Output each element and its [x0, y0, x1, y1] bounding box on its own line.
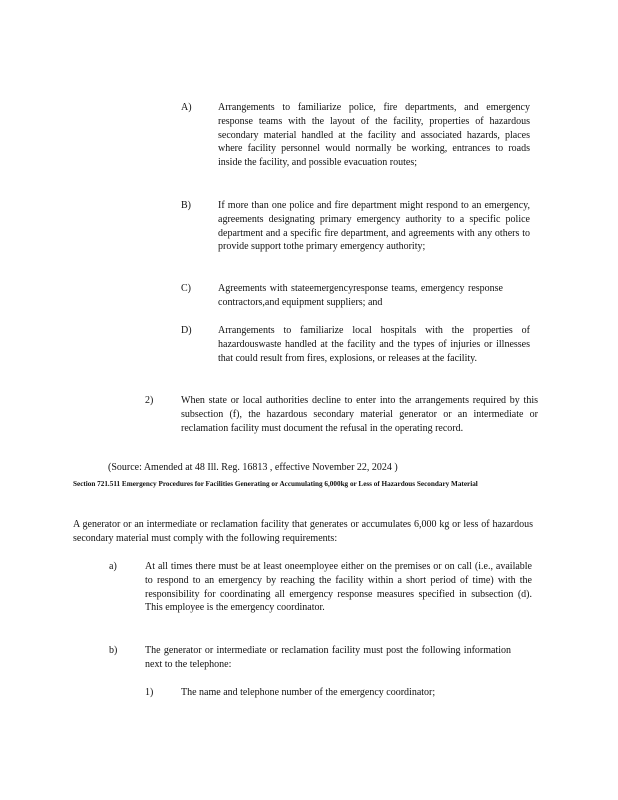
list-item-text: When state or local authorities decline to enter into the arrangements required by this subsection (f), the hazardous secondary material generator or an intermediate or reclamation facility must document the refusal in the operating record.: [181, 395, 538, 434]
list-marker: a): [109, 561, 117, 572]
list-item-text: If more than one police and fire department might respond to an emergency, agreements designating primary emergency authority to a specific police department and a specific fire department, and agreements with any others to provide support tothe primary emergency authority;: [218, 200, 530, 253]
list-marker: C): [181, 283, 191, 294]
list-marker: b): [109, 645, 118, 656]
list-item-text: Arrangements to familiarize local hospitals with the properties of hazardouswaste handled at the facility and the types of injuries or illnesses that could result from fires, explosions, or releases at the facility.: [218, 325, 530, 364]
intro-paragraph: A generator or an intermediate or reclamation facility that generates or accumulates 6,000 kg or less of hazardous secondary material must comply with the following requirements:: [73, 519, 533, 544]
requirement-text: The generator or intermediate or reclamation facility must post the following information next to the telephone:: [145, 645, 511, 670]
section-heading: Section 721.511 Emergency Procedures for Facilities Generating or Accumulating 6,000kg or Less of Hazardous Secondary Material: [73, 480, 478, 488]
source-note: (Source: Amended at 48 Ill. Reg. 16813 , effective November 22, 2024 ): [108, 462, 398, 473]
requirement-text: The name and telephone number of the emergency coordinator;: [181, 687, 436, 698]
list-marker: B): [181, 200, 191, 211]
requirement-text: At all times there must be at least oneemployee either on the premises or on call (i.e., available to respond to an emergency by reaching the facility within a short period of time) with the responsibility for coordinating all emergency response measures specified in subsection (d). This employee is the emergency coordinator.: [145, 561, 532, 614]
list-item-text: Arrangements to familiarize police, fire departments, and emergency response teams with the layout of the facility, properties of hazardous secondary material handled at the facility and associated hazards, places where facility personnel would normally be working, entrances to roads inside the facility, and possible evacuation routes;: [218, 102, 530, 169]
list-marker: 2): [145, 395, 154, 406]
list-marker: D): [181, 325, 192, 336]
list-marker: 1): [145, 687, 154, 698]
list-item-text: Agreements with stateemergencyresponse teams, emergency response contractors,and equipment suppliers; and: [218, 283, 503, 308]
list-marker: A): [181, 102, 192, 113]
